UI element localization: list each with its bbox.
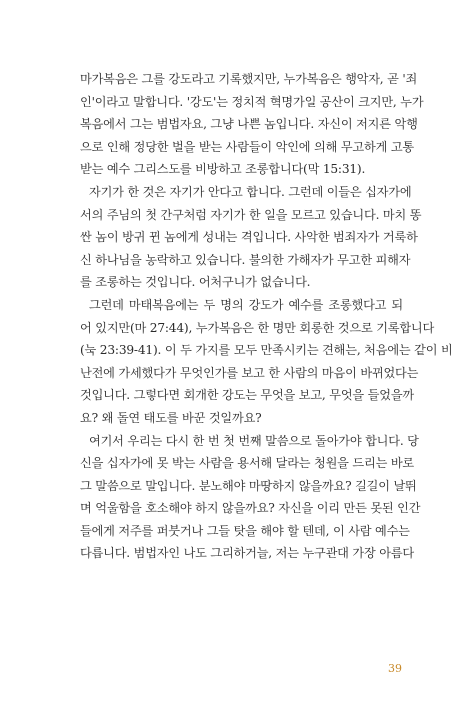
text-line: 싼 놈이 방귀 뀐 놈에게 성내는 격입니다. 사악한 범죄자가 거룩하 [80,230,418,245]
text-line: (눅 23:39-41). 이 두 가지를 모두 만족시키는 견해는, 처음에는 같이 비 [80,343,453,358]
text-line: 그런데 마태복음에는 두 명의 강도가 예수를 조롱했다고 되 [89,297,403,312]
text-line: 서의 주님의 첫 간구처럼 자기가 한 일을 모르고 있습니다. 마치 똥 [80,207,422,222]
text-line: 며 억울함을 호소해야 하지 않을까요? 자신을 이리 만든 못된 인간 [80,501,421,516]
text-line: 그 말씀으로 말입니다. 분노해야 마땅하지 않을까요? 길길이 날뛰 [80,478,417,493]
page-number: 39 [388,662,402,675]
text-line: 것입니다. 그렇다면 회개한 강도는 무엇을 보고, 무엇을 들었을까 [80,388,414,403]
text-line: 신을 십자가에 못 박는 사람을 용서해 달라는 청원을 드리는 바로 [80,456,414,471]
text-line: 마가복음은 그를 강도라고 기록했지만, 누가복음은 행악자, 곧 '죄 [80,72,418,86]
text-line: 여기서 우리는 다시 한 번 첫 번째 말씀으로 돌아가야 합니다. 당 [89,433,419,448]
text-line: 자기가 한 것은 자기가 안다고 합니다. 그런데 이들은 십자가에 [89,184,412,199]
text-line: 를 조롱하는 것입니다. 어처구니가 없습니다. [80,275,311,290]
text-line: 다릅니다. 범법자인 나도 그리하거늘, 저는 누구관대 가장 아름다 [80,546,414,561]
text-line: 복음에서 그는 범법자요, 그냥 나쁜 놈입니다. 자신이 저지른 악행 [80,117,418,132]
text-line: 들에게 저주를 퍼붓거나 그들 탓을 해야 할 텐데, 이 사람 예수는 [80,523,410,538]
text-line: 신 하나님을 농락하고 있습니다. 불의한 가해자가 무고한 피해자 [80,252,411,267]
text-line: 으로 인해 정당한 벌을 받는 사람들이 악인에 의해 무고하게 고통 [80,139,414,154]
text-line: 난전에 가세했다가 무엇인가를 보고 한 사람의 마음이 바뀌었다는 [80,365,419,380]
text-line: 인'이라고 말합니다. '강도'는 정치적 혁명가일 공산이 크지만, 누가 [80,94,424,109]
text-line: 받는 예수 그리스도를 비방하고 조롱합니다(막 15:31). [80,162,366,177]
text-line: 요? 왜 돌연 태도를 바꾼 것일까요? [80,410,262,425]
body-text [80,68,453,565]
text-line: 어 있지만(마 27:44), 누가복음은 한 명만 회롱한 것으로 기록합니다 [80,320,435,335]
